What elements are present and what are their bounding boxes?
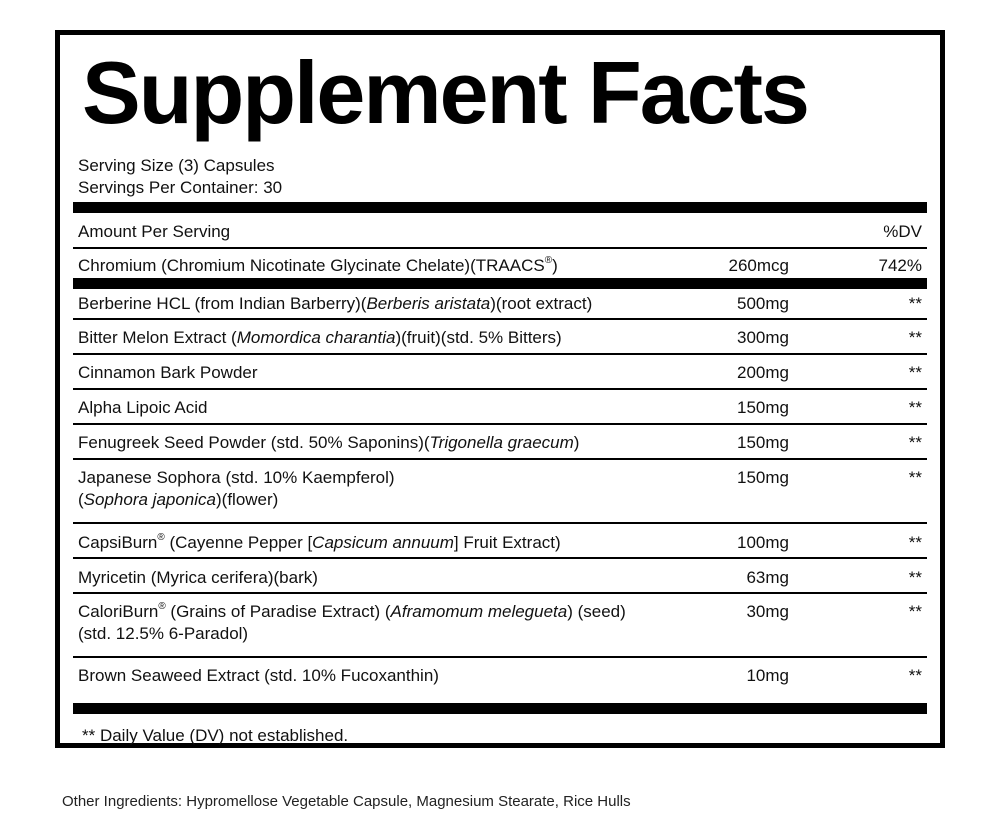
ingredient-name: Cinnamon Bark Powder: [78, 363, 258, 382]
ingredient-amount: 63mg: [746, 568, 789, 587]
ingredient-dv: **: [908, 568, 922, 587]
ingredient-dv: 742%: [878, 256, 922, 275]
supplement-facts-panel: [55, 30, 945, 748]
ingredient-dv: **: [908, 328, 922, 347]
ingredient-name: Fenugreek Seed Powder (std. 50% Saponins)(Trigonella graecum): [78, 433, 580, 452]
ingredient-name: Alpha Lipoic Acid: [78, 398, 208, 417]
ingredient-amount: 150mg: [737, 398, 789, 417]
ingredient-amount: 200mg: [737, 363, 789, 382]
ingredient-amount: 30mg: [746, 602, 789, 621]
ingredient-name: Brown Seaweed Extract (std. 10% Fucoxanthin): [78, 666, 439, 685]
ingredient-dv: **: [908, 602, 922, 621]
ingredient-amount: 150mg: [737, 433, 789, 452]
ingredient-name: Berberine HCL (from Indian Barberry)(Berberis aristata)(root extract): [78, 294, 593, 313]
ingredient-amount: 260mcg: [728, 256, 789, 275]
ingredient-name: Bitter Melon Extract (Momordica charantia)(fruit)(std. 5% Bitters): [78, 328, 562, 347]
ingredient-dv: **: [908, 666, 922, 685]
ingredient-amount: 500mg: [737, 294, 789, 313]
divider-thick: [73, 703, 927, 714]
ingredient-amount: 150mg: [737, 468, 789, 487]
divider: [73, 557, 927, 559]
divider: [73, 247, 927, 249]
panel-title: Supplement Facts: [82, 43, 808, 142]
ingredient-name: Chromium (Chromium Nicotinate Glycinate Chelate)(TRAACS®): [78, 255, 558, 275]
ingredient-dv: **: [908, 398, 922, 417]
ingredient-name: CapsiBurn® (Cayenne Pepper [Capsicum annuum] Fruit Extract): [78, 532, 561, 552]
serving-size: Serving Size (3) Capsules: [78, 156, 275, 175]
ingredient-amount: 100mg: [737, 533, 789, 552]
dv-footnote: ** Daily Value (DV) not established.: [82, 726, 349, 745]
divider: [73, 388, 927, 390]
ingredient-dv: **: [908, 533, 922, 552]
divider-thick: [73, 202, 927, 213]
ingredient-dv: **: [908, 468, 922, 487]
ingredient-name: Japanese Sophora (std. 10% Kaempferol) (Sophora japonica)(flower): [78, 468, 395, 509]
servings-per-container: Servings Per Container: 30: [78, 178, 283, 197]
divider: [73, 318, 927, 320]
ingredient-amount: 10mg: [746, 666, 789, 685]
ingredient-name: CaloriBurn® (Grains of Paradise Extract) (Aframomum melegueta) (seed) (std. 12.5% 6-Paradol): [78, 601, 626, 643]
ingredient-amount: 300mg: [737, 328, 789, 347]
divider-thick: [73, 278, 927, 289]
amount-per-serving-label: Amount Per Serving: [78, 222, 231, 241]
divider: [73, 458, 927, 460]
divider: [73, 592, 927, 594]
divider: [73, 656, 927, 658]
divider: [73, 522, 927, 524]
other-ingredients: Other Ingredients: Hypromellose Vegetable Capsule, Magnesium Stearate, Rice Hulls: [62, 793, 631, 810]
divider: [73, 423, 927, 425]
ingredient-dv: **: [908, 363, 922, 382]
ingredient-dv: **: [908, 433, 922, 452]
ingredient-name: Myricetin (Myrica cerifera)(bark): [78, 568, 318, 587]
dv-header: %DV: [883, 222, 922, 241]
divider: [73, 353, 927, 355]
ingredient-dv: **: [908, 294, 922, 313]
